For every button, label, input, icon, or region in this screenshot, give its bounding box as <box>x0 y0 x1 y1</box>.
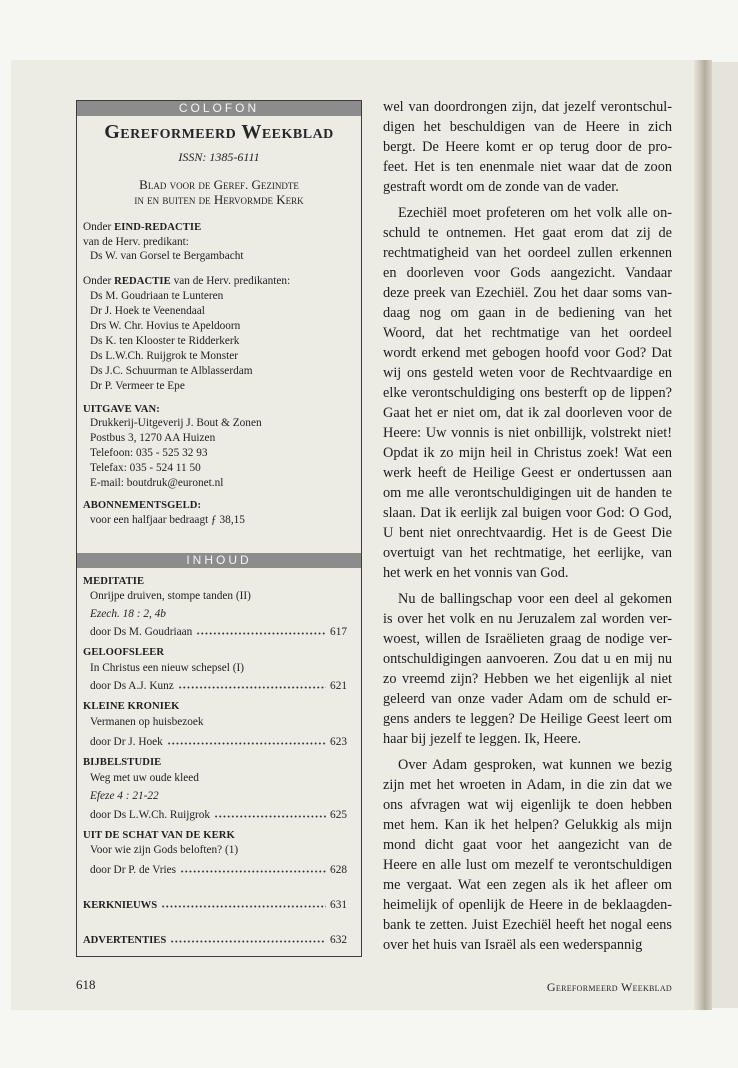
redactie-label: REDACTIE <box>114 276 171 287</box>
toc-title: In Christus een nieuw schepsel (I) <box>90 662 245 674</box>
dot-leader <box>180 870 326 873</box>
article-line: met hem. Kan ik het helpen? Gelukkig als mijn <box>383 817 672 833</box>
article-line: feet. Het is ten enenmale niet waar dat de zoon <box>383 159 672 175</box>
article-line: daag nog om gaan in de bediening van het <box>383 305 672 321</box>
article-line: en doorleven voor Gods aangezicht. Vandaar <box>383 265 672 281</box>
toc-author: door Ds M. Goudriaan <box>90 626 193 638</box>
toc-page-number: 623 <box>330 736 347 748</box>
article-line: Nu de ballingschap voor een deel al gekomen <box>398 591 672 607</box>
colofon-header-bar <box>77 101 361 116</box>
toc-page-number: 628 <box>330 864 347 876</box>
article-line: me vergaat. Wat een zegen als ik het afleer om <box>383 877 672 893</box>
toc-title: Voor wie zijn Gods beloften? (1) <box>90 844 239 856</box>
article-line: bank te zetten. Juist Ezechiël heeft het nogal eens <box>383 917 672 933</box>
eindredactie-label: EIND-REDACTIE <box>114 222 202 233</box>
colofon-heading: COLOFON <box>178 101 260 115</box>
article-line: elke verontschuldiging ons besterft op de lippen? <box>383 385 672 401</box>
toc-category: KLEINE KRONIEK <box>83 701 180 712</box>
dot-leader <box>161 905 326 908</box>
toc-author: door Ds L.W.Ch. Ruijgrok <box>90 809 211 821</box>
inhoud-heading: INHOUD <box>186 553 252 567</box>
article-paragraph <box>383 203 672 583</box>
article-paragraph <box>383 97 672 197</box>
abonnement-price: voor een halfjaar bedraagt ƒ 38,15 <box>90 514 245 526</box>
toc-title: Onrijpe druiven, stompe tanden (II) <box>90 590 251 602</box>
toc-entry-kerknieuws <box>83 898 347 913</box>
redactie-heading <box>83 274 290 289</box>
toc-entry-advertenties <box>83 933 347 948</box>
redactie-member: Dr P. Vermeer te Epe <box>90 380 185 392</box>
toc-reference: Efeze 4 : 21-22 <box>90 790 159 802</box>
article-line: digen het beschuldigen van de Heere in zich <box>383 119 672 135</box>
toc-category: GELOOFSLEER <box>83 647 165 658</box>
article-line: deze preek van Ezechiël. Zou het daar soms van- <box>383 285 672 301</box>
dot-leader <box>170 940 326 943</box>
eindredactie-prefix: Onder <box>83 221 112 233</box>
article-line: U bent niet onrechtvaardig. Het is de Geest Die <box>383 525 672 541</box>
article-line: schuld te ontnemen. Het gaat erom dat zij de <box>383 225 672 241</box>
article-line: wel van doordrongen zijn, dat jezelf verontschul- <box>383 99 672 115</box>
toc-page-number: 617 <box>330 626 347 638</box>
running-footer-title: Gereformeerd Weekblad <box>546 980 672 994</box>
toc-title: Weg met uw oude kleed <box>90 772 199 784</box>
toc-author: door Dr P. de Vries <box>90 864 177 876</box>
article-line: ons afvragen wat wij eigenlijk te doen hebben <box>383 797 672 813</box>
article-line: werk heeft de Heilige Geest er ondertussen aan <box>383 465 672 481</box>
article-line: ontschuldigingen aanvoeren. Zou dat u en mij nu <box>383 651 672 667</box>
toc-category: UIT DE SCHAT VAN DE KERK <box>83 830 235 841</box>
page-gutter <box>694 60 712 1010</box>
inhoud-header-bar <box>77 553 361 568</box>
article-line: wordt erkend met gebogen hoofd voor God? Dat <box>383 345 672 361</box>
dot-leader <box>196 632 326 635</box>
article-line: slaan. Dat ik eerlijk zal buigen voor God: O God, <box>383 505 672 521</box>
colofon-box <box>76 100 362 957</box>
article-line: Woord, dat het rechtmatige van het oordeel <box>383 325 672 341</box>
publisher-address: Postbus 3, 1270 AA Huizen <box>90 432 216 444</box>
abonnement-heading: ABONNEMENTSGELD: <box>83 500 202 511</box>
toc-reference: Ezech. 18 : 2, 4b <box>90 608 166 620</box>
page-number: 618 <box>76 977 96 992</box>
article-line: om me alle verontschuldigingen uit de handen te <box>383 485 672 501</box>
toc-page-number: 621 <box>330 680 347 692</box>
article-line: haar bij jezelf te leggen. Ik, Heere. <box>383 731 582 747</box>
toc-author: door Ds A.J. Kunz <box>90 680 174 692</box>
redactie-member: Ds M. Goudriaan te Lunteren <box>90 290 224 302</box>
toc-author-row <box>90 808 347 823</box>
article-line: zo vreemd zijn? Hebben we het eigenlijk al niet <box>383 671 672 687</box>
article-line: gestraft wordt om de zonde van de vader. <box>383 179 619 195</box>
article-line: rechtmatigheid van het oordeel zullen erkennen <box>383 245 672 261</box>
toc-category: ADVERTENTIES <box>83 935 167 946</box>
article-column <box>383 97 672 961</box>
redactie-member: Drs W. Chr. Hovius te Apeldoorn <box>90 320 241 332</box>
article-line: geleerd van onze vader Adam om de schuld er- <box>383 691 672 707</box>
toc-author-row <box>90 863 347 878</box>
subtitle-line-2: in en buiten de Hervormde Kerk <box>134 192 304 207</box>
toc-category: BIJBELSTUDIE <box>83 757 162 768</box>
article-line: Heere: Uw vonnis is niet onbillijk, volstrekt niet! <box>383 425 672 441</box>
eindredactie-heading <box>83 220 201 235</box>
article-line: gens anders te leggen? De Heilige Geest leert om <box>383 711 672 727</box>
toc-category: KERKNIEUWS <box>83 900 158 911</box>
article-line: wij ons gesteld weten voor de Rechtvaardige en <box>383 365 672 381</box>
dot-leader <box>214 815 326 818</box>
toc-page-number: 632 <box>330 934 347 946</box>
toc-page-number: 625 <box>330 809 347 821</box>
redactie-member: Ds L.W.Ch. Ruijgrok te Monster <box>90 350 239 362</box>
article-line: Ezechiël moet profeteren om het volk alle on- <box>398 205 672 221</box>
article-line: bergt. De Heere komt er op terug door de pro- <box>383 139 672 155</box>
publisher-name: Drukkerij-Uitgeverij J. Bout & Zonen <box>90 417 262 429</box>
issn-number: ISSN: 1385-6111 <box>178 150 260 164</box>
article-line: is over het volk en nu Jeruzalem zal worden ver- <box>383 611 672 627</box>
toc-title: Vermanen op huisbezoek <box>90 716 204 728</box>
article-line: over het huis van Israël als een wederspannig <box>383 937 643 953</box>
subtitle-line-1: Blad voor de Geref. Gezindte <box>139 177 299 192</box>
article-line: Gaat het er niet om, dat ik zal doorleven voor de <box>383 405 672 421</box>
toc-category: MEDITATIE <box>83 576 145 587</box>
redactie-member: Dr J. Hoek te Veenendaal <box>90 305 205 317</box>
article-line: Opdat ik zo mijn heil in Christus zoek! Wat een <box>383 445 672 461</box>
article-line: het werk en het vonnis van God. <box>383 565 569 581</box>
publisher-phone: Telefoon: 035 - 525 32 93 <box>90 447 208 459</box>
article-paragraph <box>383 589 672 749</box>
publisher-fax: Telefax: 035 - 524 11 50 <box>90 462 201 474</box>
publisher-email: E-mail: boutdruk@euronet.nl <box>90 477 224 489</box>
toc-author-row <box>90 735 347 750</box>
eindredactie-member: Ds W. van Gorsel te Bergambacht <box>90 250 244 262</box>
toc-author: door Dr J. Hoek <box>90 736 163 748</box>
article-line: Heere en alle lust om mezelf te verontschuldigen <box>383 857 672 873</box>
dot-leader <box>167 742 326 745</box>
article-line: mond dicht gaat voor het aangezicht van de <box>383 837 672 853</box>
magazine-title: Gereformeerd Weekblad <box>104 121 334 143</box>
redactie-member: Ds J.C. Schuurman te Alblasserdam <box>90 365 253 377</box>
eindredactie-line: van de Herv. predikant: <box>83 236 189 248</box>
dot-leader <box>178 686 326 689</box>
uitgave-heading: UITGAVE VAN: <box>83 404 160 415</box>
toc-page-number: 631 <box>330 899 347 911</box>
article-line: Over Adam gesproken, wat kunnen we bezig <box>398 757 672 773</box>
article-line: woest, willen de Israëlieten graag de nodige ver- <box>383 631 672 647</box>
toc-author-row <box>90 679 347 694</box>
toc-author-row <box>90 625 347 640</box>
article-line: zijn met het wroeten in Adam, in die zin dat we <box>383 777 672 793</box>
adjacent-page-edge <box>712 62 738 1008</box>
article-paragraph <box>383 755 672 955</box>
redactie-member: Ds K. ten Klooster te Ridderkerk <box>90 335 240 347</box>
article-line: heimelijk of openlijk de Heere in de beklaagden- <box>383 897 672 913</box>
redactie-suffix: van de Herv. predikanten: <box>173 275 291 287</box>
article-line: overtuigt van het rechtmatige, het eerlijke, van <box>383 545 672 561</box>
redactie-prefix: Onder <box>83 275 112 287</box>
